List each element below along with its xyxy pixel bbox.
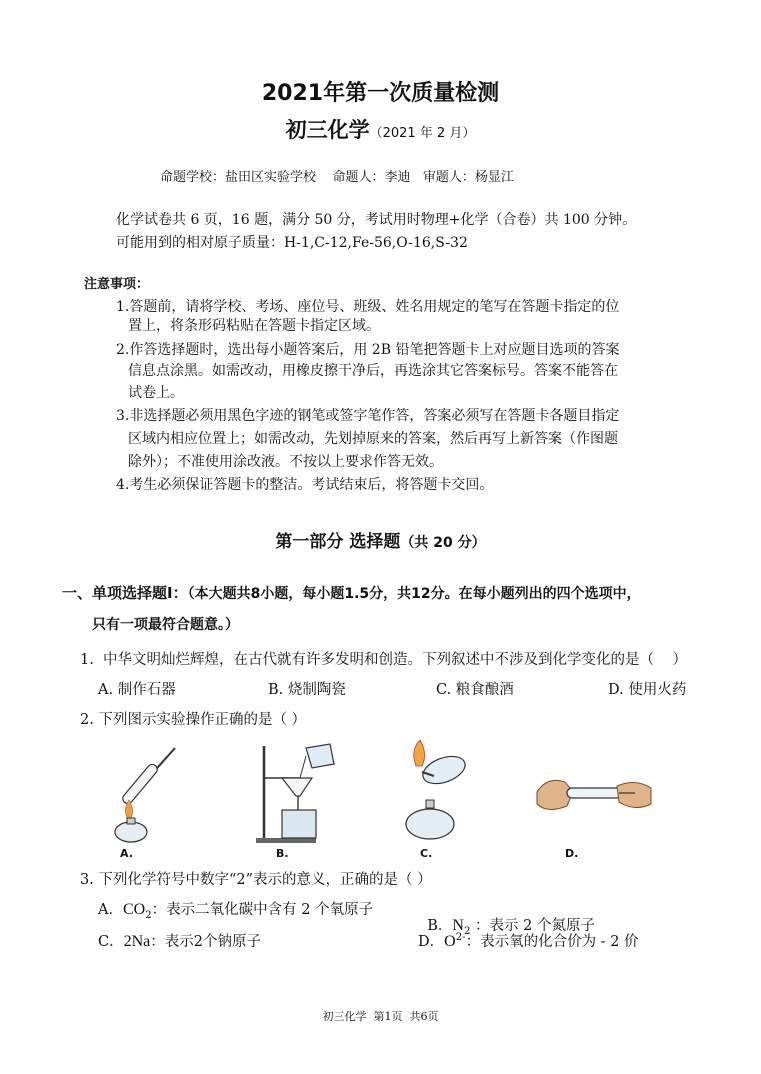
question-3-option-a [98, 898, 373, 921]
notice-line: 3.非选择题必须用黑色字迹的钢笔或签字笔作答，答案必须写在答题卡各题目指定 [116, 408, 620, 424]
figure-a-heating-test-tube [105, 740, 195, 850]
figure-d-label: D. [565, 847, 579, 860]
question-2-stem: 2. 下列图示实验操作正确的是（ ） [80, 712, 307, 728]
part-title [0, 527, 761, 552]
option-d-formula: O [444, 933, 456, 950]
notice-line: 除外）；不准使用涂改液。不按以上要求作答无效。 [128, 454, 443, 470]
notice-heading: 注意事项： [84, 277, 150, 292]
exam-title: 2021年第一次质量检测 [261, 81, 500, 106]
notice-line: 4.考生必须保证答题卡的整洁。考试结束后，将答题卡交回。 [116, 477, 494, 493]
option-a-subscript: 2 [145, 909, 152, 921]
exam-date: （2021 年 2 月） [369, 126, 476, 141]
notice-line: 置上，将条形码粘贴在答题卡指定区域。 [128, 318, 380, 334]
part-score: （共 20 分） [400, 535, 486, 551]
option-b-text: ：表示 2 个氮原子 [470, 918, 595, 934]
question-1-stem: 1. 中华文明灿烂辉煌，在古代就有许多发明和创造。下列叙述中不涉及到化学变化的是（ ） [80, 652, 687, 668]
figure-c-label: C. [420, 847, 433, 860]
question-1-option-d: D. 使用火药 [608, 682, 687, 698]
question-3-stem: 3. 下列化学符号中数字“2”表示的意义，正确的是（ ） [80, 872, 432, 888]
question-1-option-a: A. 制作石器 [98, 682, 176, 698]
question-1-option-b: B. 烧制陶瓷 [268, 682, 346, 698]
notice-line: 信息点涂黑。如需改动，用橡皮擦干净后，再选涂其它答案标号。答案不能答在 [128, 363, 618, 379]
figure-a-label: A. [120, 847, 133, 860]
option-a-letter: A． [98, 902, 123, 918]
option-b-letter: B． [427, 918, 453, 934]
option-b-subscript: 2 [463, 925, 471, 937]
option-a-formula: CO [122, 901, 146, 918]
question-3-option-c [98, 930, 261, 951]
option-d-letter: D． [418, 934, 445, 950]
author-line: 命题学校：盐田区实验学校 命题人：李迪 审题人：杨显江 [160, 170, 514, 185]
option-d-superscript: 2- [455, 932, 466, 944]
option-a-text: ：表示二氧化碳中含有 2 个氧原子 [151, 902, 374, 918]
option-b-formula: N [452, 917, 464, 934]
option-d-text: ：表示氧的化合价为 - 2 价 [465, 934, 639, 950]
subject-name: 初三化学 [285, 118, 370, 142]
notice-line: 2.作答选择题时，选出每小题答案后，用 2B 铅笔把答题卡上对应题目选项的答案 [116, 342, 620, 358]
intro-line-1: 化学试卷共 6 页，16 题，满分 50 分，考试用时物理+化学（合卷）共 100 分钟。 [116, 212, 637, 228]
notice-line: 1.答题前，请将学校、考场、座位号、班级、姓名用规定的笔写在答题卡指定的位 [116, 299, 620, 315]
question-3-option-d [418, 930, 639, 951]
option-c-letter: C． [98, 934, 124, 950]
figure-b-label: B. [276, 847, 289, 860]
question-1-option-c: C. 粮食酿酒 [436, 682, 514, 698]
section-desc-line-2: 只有一项最符合题意。） [92, 617, 239, 633]
notice-line: 区域内相应位置上；如需改动，先划掉原来的答案，然后再写上新答案（作图题 [128, 431, 618, 447]
figure-d-holding-test-tube [535, 770, 655, 820]
page-footer: 初三化学 第1页 共6页 [322, 1010, 439, 1023]
intro-line-2: 可能用到的相对原子质量：H-1,C-12,Fe-56,O-16,S-32 [116, 235, 468, 251]
subject-title [0, 114, 761, 144]
option-c-formula: 2Na [123, 933, 151, 950]
figure-b-filtration [250, 738, 340, 846]
section-desc: （本大题共8小题，每小题1.5分，共12分。在每小题列出的四个选项中， [187, 586, 641, 602]
option-c-text: ：表示2个钠原子 [150, 934, 261, 950]
section-header [62, 582, 641, 603]
part-title-text: 第一部分 选择题 [275, 532, 401, 552]
figure-c-lighting-lamp [392, 738, 482, 846]
notice-line: 试卷上。 [128, 385, 184, 401]
section-label: 一、单项选择题Ⅰ： [62, 584, 188, 602]
